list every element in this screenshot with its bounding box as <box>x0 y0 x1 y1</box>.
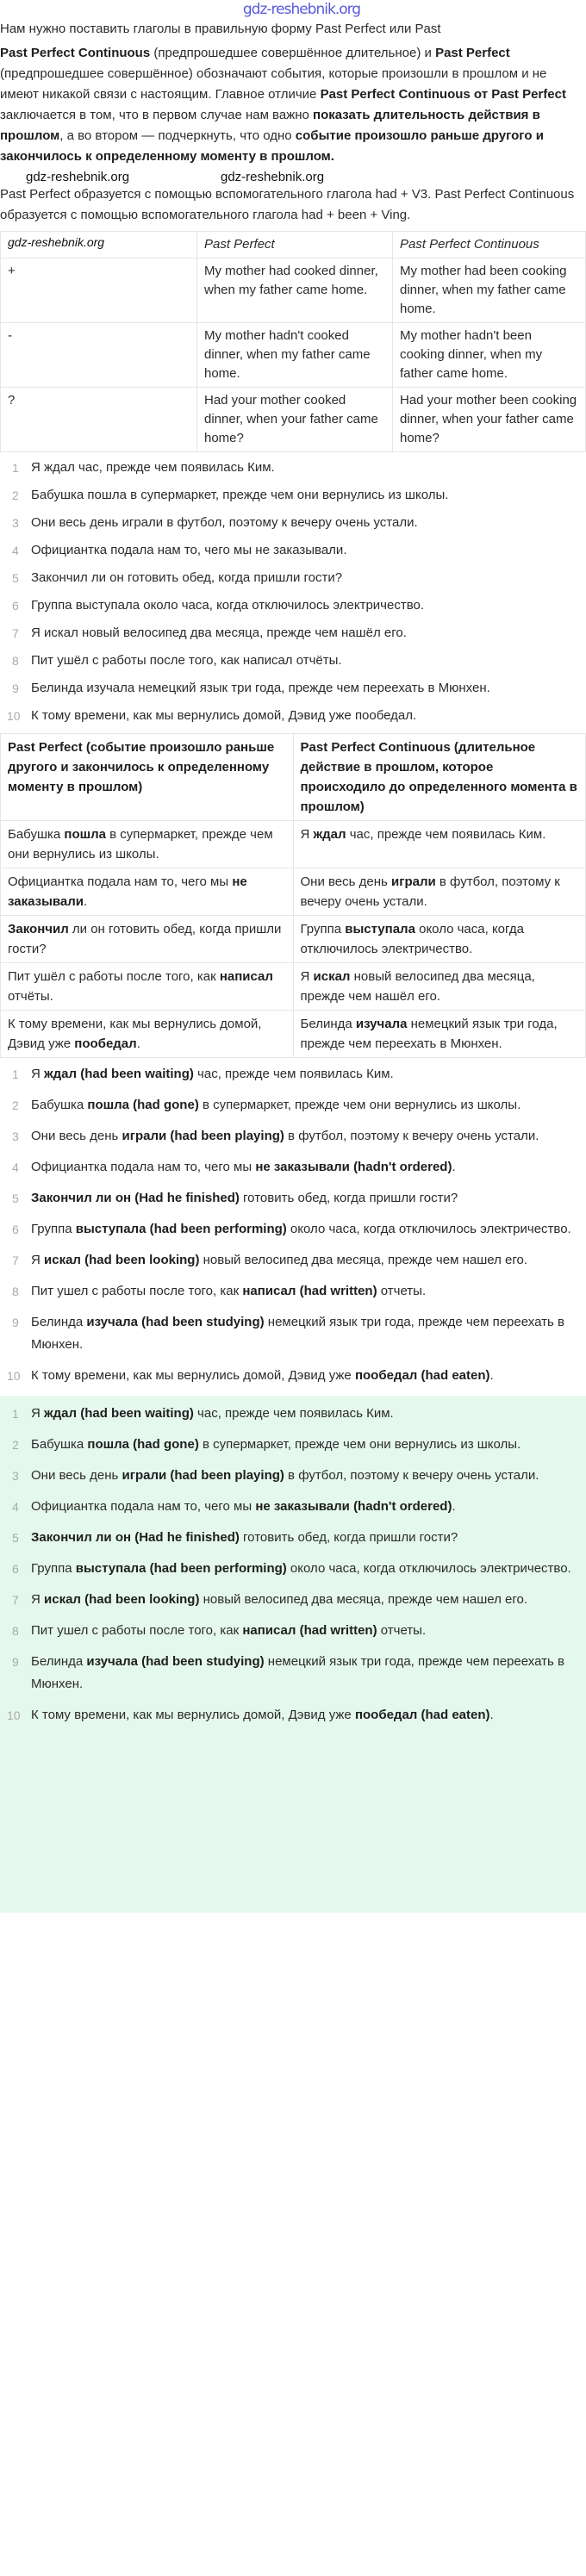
header-past-perfect: Past Perfect <box>197 232 393 258</box>
item-number: 1 <box>12 1067 19 1081</box>
watermark-row <box>0 171 579 184</box>
header-past-perfect-continuous: Past Perfect Continuous (длительное действие в прошлом, которое происходило до определенного момента в прошлом) <box>293 734 586 821</box>
header-past-perfect: Past Perfect (событие произошло раньше другого и закончилось к определенному моменту в прошлом) <box>1 734 294 821</box>
answer-item: 9 Белинда изучала (had been studying) немецкий язык три года, прежде чем переехать в Мюнхен. <box>0 1651 586 1696</box>
item-number: 9 <box>12 1655 19 1669</box>
item-number: 7 <box>12 626 19 640</box>
item-number: 6 <box>12 1562 19 1576</box>
list-item: 10 К тому времени, как мы вернулись домой, Дэвид уже пообедал. <box>0 706 586 726</box>
header-past-perfect-continuous: Past Perfect Continuous <box>393 232 586 258</box>
answer-item: 6 Группа выступала (had been performing) около часа, когда отключилось электричество. <box>0 1218 586 1241</box>
ppc-cell: Я искал новый велосипед два месяца, прежде чем нашёл его. <box>293 963 586 1011</box>
table-row <box>1 821 586 868</box>
sign-negative: - <box>1 323 197 388</box>
item-number: 5 <box>12 571 19 585</box>
header-empty <box>1 232 197 258</box>
formation-paragraph: Past Perfect образуется с помощью вспомогательного глагола had + V3. Past Perfect Continuous образуется с помощью вспомогательного глагола had + been + Ving. <box>0 187 575 222</box>
answer-item: 8 Пит ушел с работы после того, как написал (had written) отчеты. <box>0 1620 586 1642</box>
answer-item: 1 Я ждал (had been waiting) час, прежде чем появилась Ким. <box>0 1063 586 1086</box>
item-number: 10 <box>7 1369 21 1383</box>
item-number: 5 <box>12 1192 19 1205</box>
answer-item: 3 Они весь день играли (had been playing) в футбол, поэтому к вечеру очень устали. <box>0 1465 586 1487</box>
pp-example: My mother had cooked dinner, when my father came home. <box>197 258 393 323</box>
ppc-cell: Они весь день играли в футбол, поэтому к вечеру очень устали. <box>293 868 586 916</box>
pp-cell: К тому времени, как мы вернулись домой, Дэвид уже пообедал. <box>1 1011 294 1058</box>
answer-item: 4 Официантка подала нам то, чего мы не заказывали (hadn't ordered). <box>0 1156 586 1179</box>
list-item: 4 Официантка подала нам то, чего мы не заказывали. <box>0 540 586 561</box>
item-number: 6 <box>12 599 19 613</box>
item-number: 9 <box>12 1316 19 1329</box>
item-number: 6 <box>12 1223 19 1236</box>
list-item: 6 Группа выступала около часа, когда отключилось электричество. <box>0 595 586 616</box>
task-text: Нам нужно поставить глаголы в правильную форму Past Perfect или Past <box>0 22 441 36</box>
item-number: 4 <box>12 1500 19 1514</box>
item-number: 1 <box>12 1407 19 1421</box>
answer-item: 3 Они весь день играли (had been playing) в футбол, поэтому к вечеру очень устали. <box>0 1125 586 1148</box>
answer-item: 9 Белинда изучала (had been studying) немецкий язык три года, прежде чем переехать в Мюнхен. <box>0 1311 586 1356</box>
answers-list-highlighted <box>0 1403 586 1727</box>
item-number: 8 <box>12 654 19 668</box>
answer-item: 6 Группа выступала (had been performing) около часа, когда отключилось электричество. <box>0 1558 586 1580</box>
item-number: 7 <box>12 1593 19 1607</box>
sign-question: ? <box>1 388 197 452</box>
grammar-table-header <box>1 232 586 258</box>
ppc-cell: Белинда изучала немецкий язык три года, прежде чем переехать в Мюнхен. <box>293 1011 586 1058</box>
pp-cell: Бабушка пошла в супермаркет, прежде чем они вернулись из школы. <box>1 821 294 868</box>
watermark: gdz-reshebnik.org <box>8 235 105 249</box>
table-row <box>1 1011 586 1058</box>
pp-example: My mother hadn't cooked dinner, when my father came home. <box>197 323 393 388</box>
item-number: 3 <box>12 1129 19 1143</box>
classification-header <box>1 734 586 821</box>
ppc-cell: Группа выступала около часа, когда отключилось электричество. <box>293 916 586 963</box>
ppc-cell: Я ждал час, прежде чем появилась Ким. <box>293 821 586 868</box>
table-row <box>1 323 586 388</box>
ppc-example: Had your mother been cooking dinner, when your father came home? <box>393 388 586 452</box>
ppc-example: My mother hadn't been cooking dinner, when my father came home. <box>393 323 586 388</box>
item-number: 10 <box>7 709 21 723</box>
item-number: 2 <box>12 488 19 502</box>
table-row <box>1 868 586 916</box>
item-number: 3 <box>12 516 19 530</box>
answer-item: 2 Бабушка пошла (had gone) в супермаркет, прежде чем они вернулись из школы. <box>0 1094 586 1117</box>
item-number: 1 <box>12 461 19 475</box>
answer-highlight-block <box>0 1396 586 1913</box>
list-item: 7 Я искал новый велосипед два месяца, прежде чем нашёл его. <box>0 623 586 644</box>
theory-paragraph: Past Perfect Continuous (предпрошедшее совершённое длительное) и Past Perfect (предпрошедшее совершённое) обозначают события, которые произошли в прошлом и не имеют никакой связи с настоящим. Главное отличие Past Perfect Continuous от Past Perfect заключается в том, что в первом случае нам важно показать длительность действия в прошлом, а во втором — подчеркнуть, что одно событие произошло раньше другого и закончилось к определенному моменту в прошлом. <box>0 46 566 164</box>
answer-item: 8 Пит ушел с работы после того, как написал (had written) отчеты. <box>0 1280 586 1303</box>
item-number: 2 <box>12 1438 19 1452</box>
pp-cell: Пит ушёл с работы после того, как написал отчёты. <box>1 963 294 1011</box>
intro-section <box>0 19 586 226</box>
site-watermark-top: gdz-reshebnik.org <box>242 1 361 18</box>
list-item: 9 Белинда изучала немецкий язык три года, прежде чем переехать в Мюнхен. <box>0 678 586 699</box>
list-item: 8 Пит ушёл с работы после того, как написал отчёты. <box>0 650 586 671</box>
list-item: 2 Бабушка пошла в супермаркет, прежде чем они вернулись из школы. <box>0 485 586 506</box>
answer-item: 5 Закончил ли он (Had he finished) готовить обед, когда пришли гости? <box>0 1527 586 1549</box>
item-number: 3 <box>12 1469 19 1483</box>
list-item: 5 Закончил ли он готовить обед, когда пришли гости? <box>0 568 586 588</box>
sign-positive: + <box>1 258 197 323</box>
ppc-example: My mother had been cooking dinner, when my father came home. <box>393 258 586 323</box>
grammar-table <box>0 231 586 452</box>
answer-item: 10 К тому времени, как мы вернулись домой, Дэвид уже пообедал (had eaten). <box>0 1704 586 1727</box>
table-row <box>1 916 586 963</box>
table-row <box>1 963 586 1011</box>
list-item: 1 Я ждал час, прежде чем появилась Ким. <box>0 457 586 478</box>
item-number: 2 <box>12 1098 19 1112</box>
watermark: gdz-reshebnik.org <box>221 170 325 184</box>
answer-item: 10 К тому времени, как мы вернулись домой, Дэвид уже пообедал (had eaten). <box>0 1365 586 1387</box>
answer-item: 1 Я ждал (had been waiting) час, прежде чем появилась Ким. <box>0 1403 586 1425</box>
pp-cell: Закончил ли он готовить обед, когда пришли гости? <box>1 916 294 963</box>
questions-list <box>0 457 586 726</box>
item-number: 8 <box>12 1285 19 1298</box>
pp-cell: Официантка подала нам то, чего мы не заказывали. <box>1 868 294 916</box>
answer-item: 2 Бабушка пошла (had gone) в супермаркет, прежде чем они вернулись из школы. <box>0 1434 586 1456</box>
pp-example: Had your mother cooked dinner, when your father came home? <box>197 388 393 452</box>
item-number: 8 <box>12 1624 19 1638</box>
table-row <box>1 258 586 323</box>
item-number: 7 <box>12 1254 19 1267</box>
list-item: 3 Они весь день играли в футбол, поэтому к вечеру очень устали. <box>0 513 586 533</box>
watermark: gdz-reshebnik.org <box>26 170 130 184</box>
table-row <box>1 388 586 452</box>
item-number: 9 <box>12 681 19 695</box>
answer-item: 7 Я искал (had been looking) новый велосипед два месяца, прежде чем нашел его. <box>0 1249 586 1272</box>
answer-item: 7 Я искал (had been looking) новый велосипед два месяца, прежде чем нашел его. <box>0 1589 586 1611</box>
answer-item: 5 Закончил ли он (Had he finished) готовить обед, когда пришли гости? <box>0 1187 586 1210</box>
answer-item: 4 Официантка подала нам то, чего мы не заказывали (hadn't ordered). <box>0 1496 586 1518</box>
answers-list <box>0 1063 586 1387</box>
item-number: 4 <box>12 544 19 557</box>
classification-table <box>0 733 586 1058</box>
item-number: 10 <box>7 1708 21 1722</box>
item-number: 5 <box>12 1531 19 1545</box>
item-number: 4 <box>12 1160 19 1174</box>
